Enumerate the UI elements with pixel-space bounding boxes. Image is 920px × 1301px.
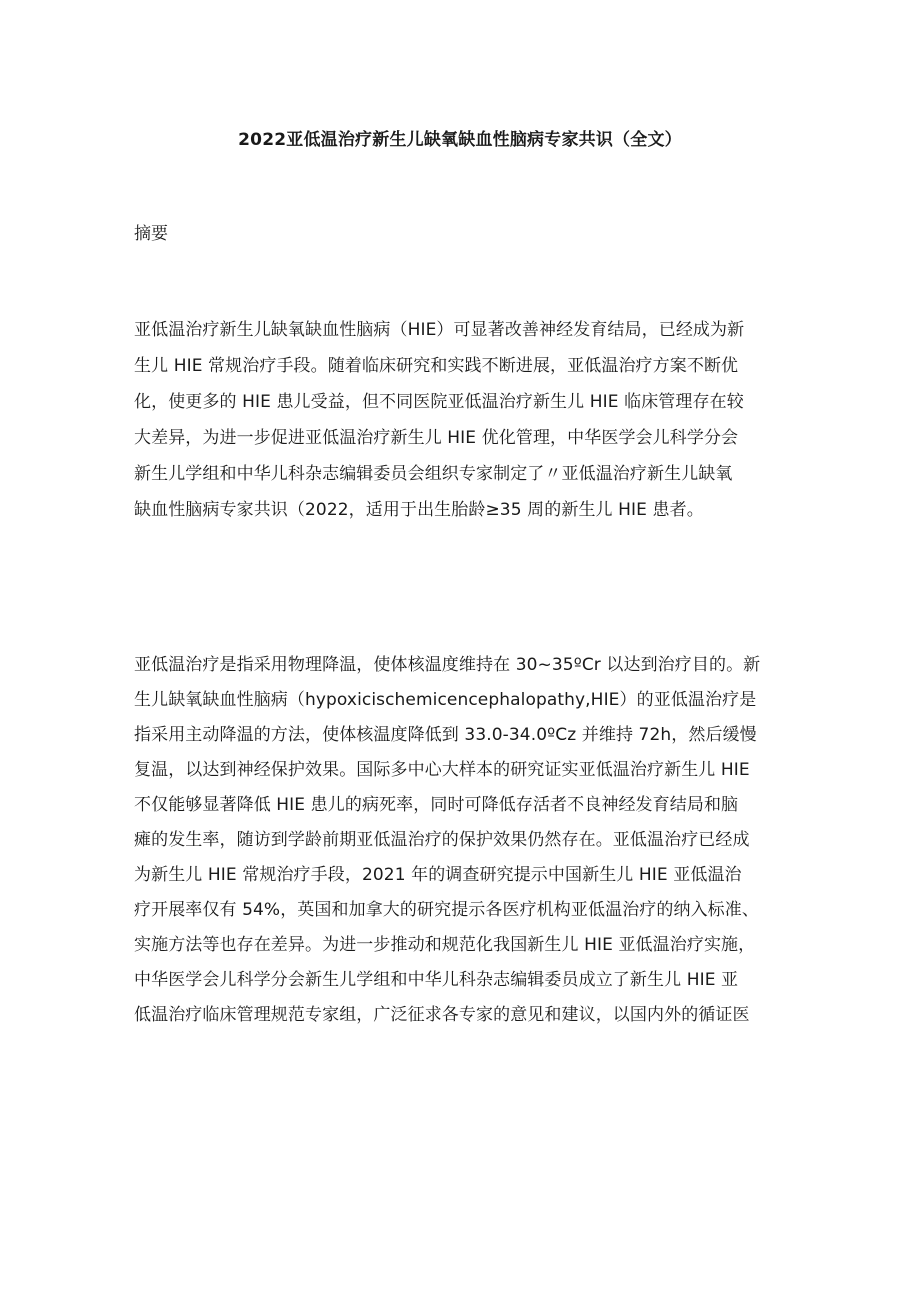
paragraph-line: 亚低温治疗新生儿缺氧缺血性脑病（HIE）可显著改善神经发育结局，已经成为新 bbox=[134, 320, 745, 340]
abstract-paragraph bbox=[134, 316, 796, 532]
paragraph-line: 为新生儿 HIE 常规治疗手段，2021 年的调查研究提示中国新生儿 HIE 亚低温治 bbox=[134, 865, 742, 885]
body-paragraph bbox=[134, 651, 796, 1036]
paragraph-line: 复温，以达到神经保护效果。国际多中心大样本的研究证实亚低温治疗新生儿 HIE bbox=[134, 760, 750, 780]
paragraph-line: 生儿 HIE 常规治疗手段。随着临床研究和实践不断进展，亚低温治疗方案不断优 bbox=[134, 356, 739, 376]
paragraph-line: 亚低温治疗是指采用物理降温，使体核温度维持在 30~35ºCr 以达到治疗目的。新 bbox=[134, 655, 761, 675]
paragraph-line: 生儿缺氧缺血性脑病（hypoxicischemicencephalopathy,HIE）的亚低温治疗是 bbox=[134, 690, 757, 710]
abstract-heading: 摘要 bbox=[134, 224, 168, 244]
paragraph-line: 低温治疗临床管理规范专家组，广泛征求各专家的意见和建议，以国内外的循证医 bbox=[134, 1005, 750, 1025]
paragraph-line: 实施方法等也存在差异。为进一步推动和规范化我国新生儿 HIE 亚低温治疗实施， bbox=[134, 935, 756, 955]
paragraph-line: 大差异，为进一步促进亚低温治疗新生儿 HIE 优化管理，中华医学会儿科学分会 bbox=[134, 428, 739, 448]
paragraph-line: 指采用主动降温的方法，使体核温度降低到 33.0-34.0ºCz 并维持 72h，然后缓慢 bbox=[134, 725, 757, 745]
paragraph-line: 化，使更多的 HIE 患儿受益，但不同医院亚低温治疗新生儿 HIE 临床管理存在较 bbox=[134, 392, 744, 412]
paragraph-line: 瘫的发生率，随访到学龄前期亚低温治疗的保护效果仍然存在。亚低温治疗已经成 bbox=[134, 830, 750, 850]
paragraph-line: 新生儿学组和中华儿科杂志编辑委员会组织专家制定了〃亚低温治疗新生儿缺氧 bbox=[134, 464, 733, 484]
document-title: 2022亚低温治疗新生儿缺氧缺血性脑病专家共识（全文） bbox=[238, 130, 682, 150]
paragraph-line: 中华医学会儿科学分会新生儿学组和中华儿科杂志编辑委员成立了新生儿 HIE 亚 bbox=[134, 970, 739, 990]
paragraph-line: 疗开展率仅有 54%，英国和加拿大的研究提示各医疗机构亚低温治疗的纳入标准、 bbox=[134, 900, 759, 920]
paragraph-line: 不仅能够显著降低 HIE 患儿的病死率，同时可降低存活者不良神经发育结局和脑 bbox=[134, 795, 739, 815]
paragraph-line: 缺血性脑病专家共识（2022，适用于出生胎龄≥35 周的新生儿 HIE 患者。 bbox=[134, 500, 704, 520]
